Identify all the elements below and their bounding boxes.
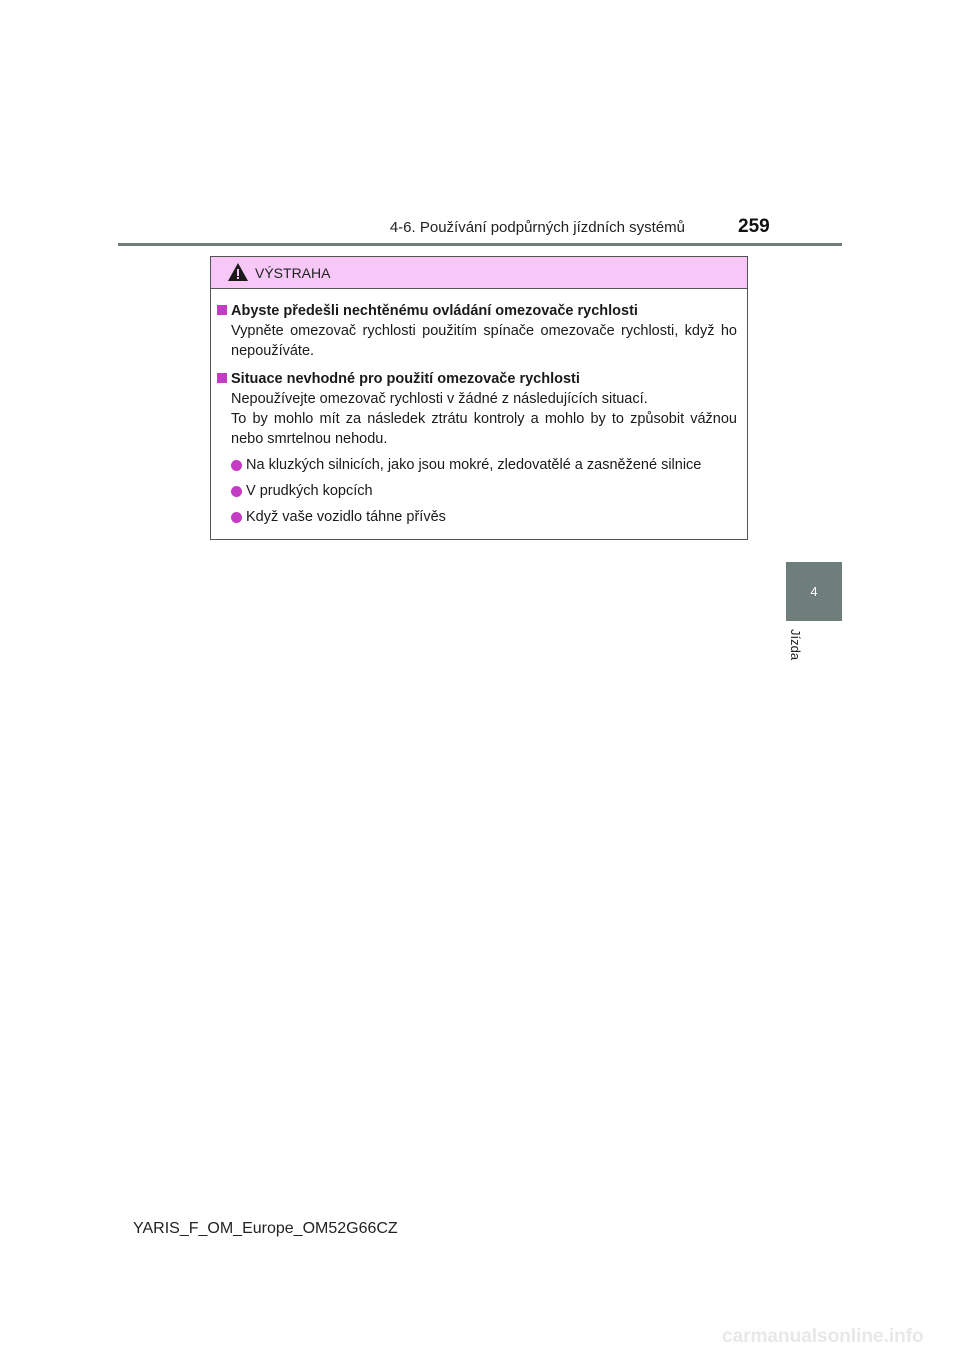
warning-body (211, 289, 747, 527)
warning-section (217, 301, 737, 361)
watermark: carmanualsonline.info (722, 1326, 924, 1347)
page-number: 259 (738, 216, 770, 237)
document-code: YARIS_F_OM_Europe_OM52G66CZ (133, 1220, 398, 1237)
warning-section (217, 369, 737, 527)
dot-bullet-icon (231, 486, 242, 497)
square-bullet-icon (217, 305, 227, 315)
section-title: 4-6. Používání podpůrných jízdních systémů (389, 219, 685, 236)
chapter-label: Jízda (788, 629, 803, 661)
square-bullet-icon (217, 373, 227, 383)
section-heading: Situace nevhodné pro použití omezovače rychlosti (231, 371, 580, 387)
section-heading: Abyste předešli nechtěnému ovládání omezovače rychlosti (231, 303, 638, 319)
list-item: V prudkých kopcích (231, 481, 737, 501)
paragraph: Vypněte omezovač rychlosti použitím spínače omezovače rychlosti, když ho nepoužíváte. (231, 323, 737, 359)
chapter-tab (786, 562, 842, 621)
paragraph: To by mohlo mít za následek ztrátu kontroly a mohlo by to způsobit vážnou nebo smrtelnou nehodu. (231, 411, 737, 447)
list-item: Na kluzkých silnicích, jako jsou mokré, zledovatělé a zasněžené silnice (231, 455, 737, 475)
chapter-number: 4 (810, 584, 818, 599)
header-rule (118, 243, 842, 246)
warning-triangle-icon (227, 261, 249, 283)
paragraph: Nepoužívejte omezovač rychlosti v žádné z následujících situací. (231, 391, 648, 407)
dot-bullet-icon (231, 512, 242, 523)
warning-box (210, 256, 748, 540)
warning-label: VÝSTRAHA (255, 265, 331, 281)
warning-header (211, 257, 747, 289)
dot-bullet-icon (231, 460, 242, 471)
list-item: Když vaše vozidlo táhne přívěs (231, 507, 737, 527)
